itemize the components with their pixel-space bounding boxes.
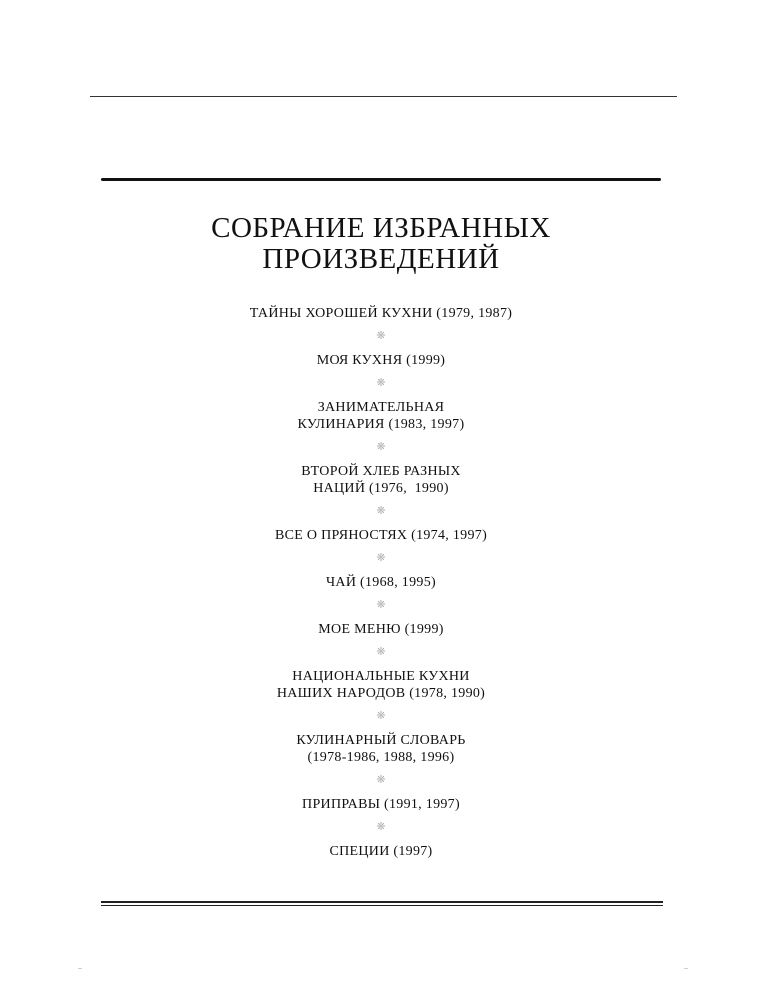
work-item <box>0 668 762 722</box>
separator-icon: ❋ <box>376 552 386 564</box>
work-title <box>0 574 762 591</box>
work-item <box>0 621 762 658</box>
work-title-line: (1978-1986, 1988, 1996) <box>307 750 455 765</box>
work-title <box>0 305 762 322</box>
work-title-line: ВСЕ О ПРЯНОСТЯХ (1974, 1997) <box>274 528 488 543</box>
separator-icon: ❋ <box>376 646 386 658</box>
work-title-line: МОЕ МЕНЮ (1999) <box>318 622 444 637</box>
work-title <box>0 621 762 638</box>
work-title-line: ЗАНИМАТЕЛЬНАЯ <box>317 400 445 415</box>
work-item <box>0 305 762 342</box>
separator-icon: ❋ <box>376 821 386 833</box>
work-title <box>0 796 762 813</box>
work-title-line: ВТОРОЙ ХЛЕБ РАЗНЫХ <box>301 464 461 479</box>
works-list <box>0 305 762 860</box>
work-item <box>0 574 762 611</box>
work-title <box>0 843 762 860</box>
work-item <box>0 732 762 786</box>
work-item <box>0 796 762 833</box>
work-title <box>0 732 762 766</box>
work-item <box>0 463 762 517</box>
bottom-double-rule <box>101 901 663 906</box>
work-item <box>0 399 762 453</box>
work-title-line: ТАЙНЫ ХОРОШЕЙ КУХНИ (1979, 1987) <box>249 306 513 321</box>
separator-icon: ❋ <box>376 710 386 722</box>
work-title-line: НАЦИОНАЛЬНЫЕ КУХНИ <box>292 669 470 684</box>
work-item <box>0 843 762 860</box>
page-title-line-1: СОБРАНИЕ ИЗБРАННЫХ <box>211 212 551 244</box>
work-title-line: НАШИХ НАРОДОВ (1978, 1990) <box>276 686 486 701</box>
crop-mark-left <box>78 968 82 969</box>
work-title-line: ПРИПРАВЫ (1991, 1997) <box>302 797 460 812</box>
heavy-rule <box>101 178 661 181</box>
top-thin-rule <box>90 96 677 97</box>
separator-icon: ❋ <box>376 377 386 389</box>
work-title-line: СПЕЦИИ (1997) <box>329 844 433 859</box>
work-title-line: ЧАЙ (1968, 1995) <box>326 575 436 590</box>
work-title-line: НАЦИЙ (1976, 1990) <box>313 481 449 496</box>
crop-mark-right <box>684 968 688 969</box>
work-title <box>0 527 762 544</box>
separator-icon: ❋ <box>376 774 386 786</box>
work-title-line: КУЛИНАРИЯ (1983, 1997) <box>297 417 465 432</box>
page-title <box>0 213 762 275</box>
work-title <box>0 399 762 433</box>
work-title <box>0 668 762 702</box>
separator-icon: ❋ <box>376 441 386 453</box>
separator-icon: ❋ <box>376 330 386 342</box>
work-title <box>0 463 762 497</box>
work-title <box>0 352 762 369</box>
separator-icon: ❋ <box>376 505 386 517</box>
separator-icon: ❋ <box>376 599 386 611</box>
work-item <box>0 527 762 564</box>
page-title-line-2: ПРОИЗВЕДЕНИЙ <box>262 243 500 275</box>
work-title-line: МОЯ КУХНЯ (1999) <box>316 353 446 368</box>
work-item <box>0 352 762 389</box>
work-title-line: КУЛИНАРНЫЙ СЛОВАРЬ <box>296 733 466 748</box>
